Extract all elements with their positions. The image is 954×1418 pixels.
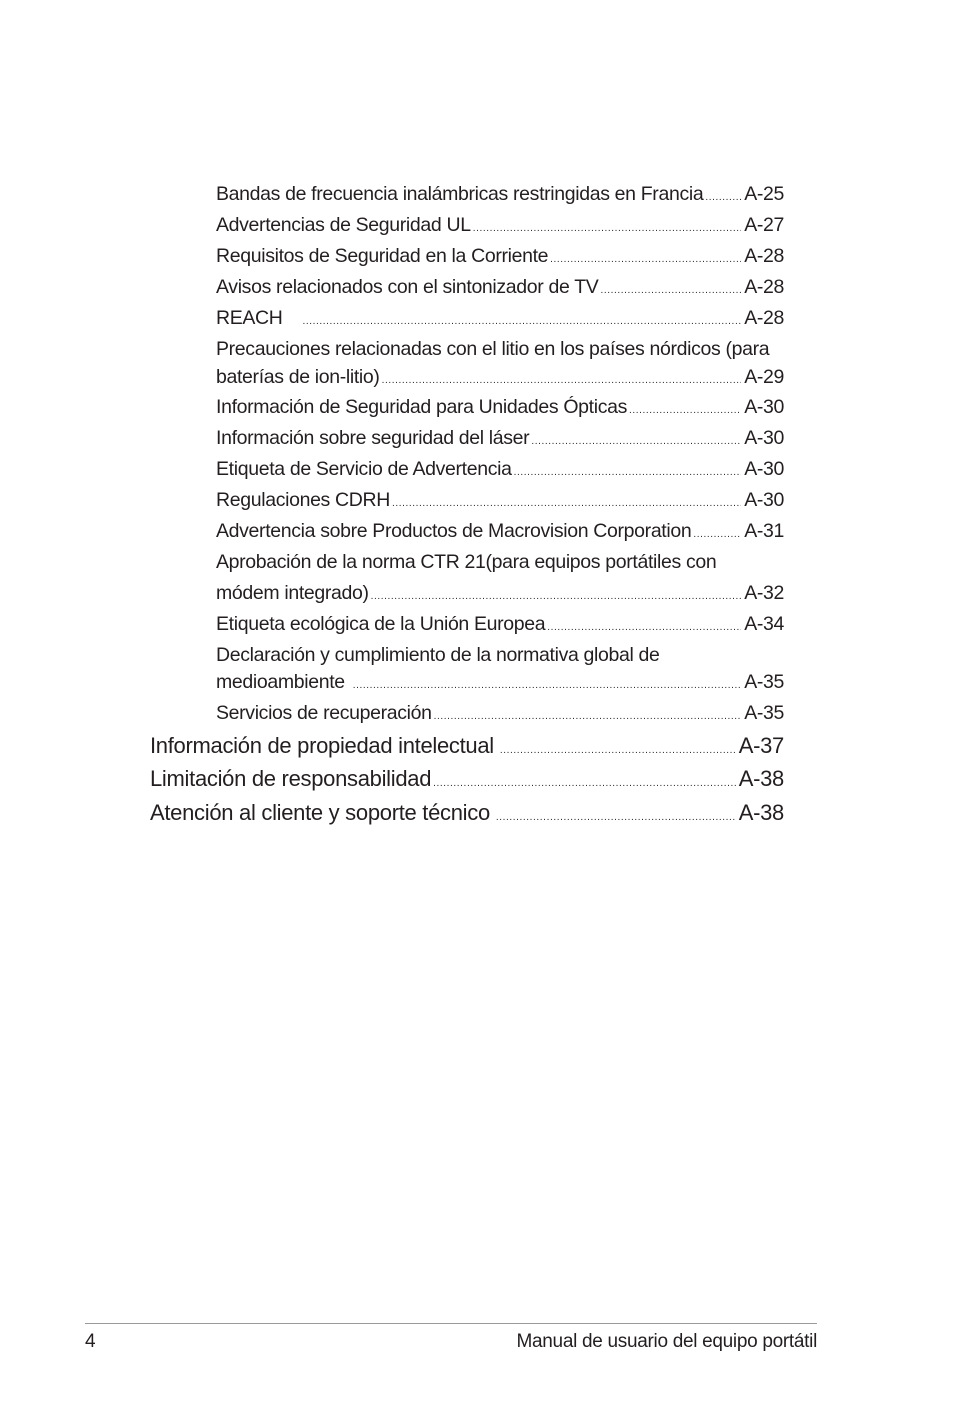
toc-entry-title-line1[interactable]: Declaración y cumplimiento de la normativa global de (216, 644, 660, 666)
toc-leader-dots (353, 681, 741, 691)
toc-entry[interactable] (216, 582, 784, 605)
toc-main-entry[interactable] (150, 800, 784, 826)
toc-entry-title: Servicios de recuperación (216, 702, 432, 724)
toc-main-entry-page: A-38 (738, 800, 784, 825)
toc-entry-page: A-35 (744, 702, 784, 724)
toc-entry-title: Etiqueta de Servicio de Advertencia (216, 458, 512, 480)
toc-entry-page: A-32 (744, 582, 784, 604)
toc-leader-dots (473, 224, 742, 234)
toc-entry-title-line1[interactable]: Precauciones relacionadas con el litio en los países nórdicos (para (216, 338, 770, 360)
toc-entry-page: A-25 (744, 183, 784, 205)
toc-entry[interactable] (216, 427, 784, 450)
toc-entry-page: A-30 (744, 396, 784, 418)
toc-entry-title-line2: medioambiente (216, 671, 345, 693)
toc-entry-title: Información sobre seguridad del láser (216, 427, 530, 449)
toc-leader-dots (514, 468, 742, 478)
toc-entry[interactable] (216, 245, 784, 268)
toc-entry[interactable] (216, 671, 784, 694)
toc-main-entry-title: Información de propiedad intelectual (150, 733, 494, 758)
toc-main-entry[interactable] (150, 766, 784, 792)
toc-entry-title: Requisitos de Seguridad en la Corriente (216, 245, 549, 267)
toc-leader-dots (693, 530, 741, 540)
toc-entry-page: A-28 (744, 245, 784, 267)
toc-leader-dots (496, 813, 736, 823)
toc-leader-dots (371, 592, 742, 602)
toc-entry-title: Información de Seguridad para Unidades Ópticas (216, 396, 627, 418)
toc-main-entry-title: Atención al cliente y soporte técnico (150, 800, 490, 825)
toc-entry-title-line2: baterías de ion-litio) (216, 366, 380, 388)
toc-entry[interactable] (216, 183, 784, 206)
toc-entry-title: Bandas de frecuencia inalámbricas restringidas en Francia (216, 183, 704, 205)
toc-entry-page: A-30 (744, 489, 784, 511)
toc-entry-title-line2: módem integrado) (216, 582, 369, 604)
toc-entry-title: Etiqueta ecológica de la Unión Europea (216, 613, 546, 635)
toc-main-entry-title: Limitación de responsabilidad (150, 766, 432, 791)
toc-entry-title: Avisos relacionados con el sintonizador de TV (216, 276, 599, 298)
toc-entry[interactable] (216, 214, 784, 237)
toc-entry-page: A-28 (744, 276, 784, 298)
toc-entry[interactable] (216, 613, 784, 636)
toc-leader-dots (392, 499, 741, 509)
toc-entry-page: A-30 (744, 458, 784, 480)
toc-entry-title: Advertencia sobre Productos de Macrovision Corporation (216, 520, 692, 542)
toc-entry[interactable] (216, 489, 784, 512)
toc-leader-dots (705, 193, 741, 203)
toc-entry[interactable] (216, 276, 784, 299)
footer-title: Manual de usuario del equipo portátil (516, 1331, 817, 1352)
toc-leader-dots (547, 623, 741, 633)
toc-entry-page: A-30 (744, 427, 784, 449)
footer-divider (85, 1323, 817, 1324)
page-number: 4 (85, 1331, 96, 1352)
toc-entry-page: A-27 (744, 214, 784, 236)
toc-entry-title-line1[interactable]: Aprobación de la norma CTR 21(para equipos portátiles con (216, 551, 717, 573)
toc-entry-page: A-28 (744, 307, 784, 329)
toc-leader-dots (434, 712, 742, 722)
toc-entry[interactable] (216, 307, 784, 330)
toc-entry[interactable] (216, 520, 784, 543)
toc-entry-page: A-35 (744, 671, 784, 693)
toc-entry-title: Regulaciones CDRH (216, 489, 390, 511)
toc-entry[interactable] (216, 366, 784, 389)
toc-entry[interactable] (216, 396, 784, 419)
toc-leader-dots (550, 255, 741, 265)
toc-main-entry-page: A-37 (738, 733, 784, 758)
toc-entry-page: A-31 (744, 520, 784, 542)
toc-entry-title: Advertencias de Seguridad UL (216, 214, 471, 236)
toc-entry-page: A-34 (744, 613, 784, 635)
toc-leader-dots (500, 746, 736, 756)
toc-main-entry[interactable] (150, 733, 784, 759)
toc-entry-title: REACH (216, 307, 283, 329)
toc-leader-dots (303, 317, 742, 327)
toc-entry-page: A-29 (744, 366, 784, 388)
toc-leader-dots (382, 376, 742, 386)
toc-entry[interactable] (216, 702, 784, 725)
toc-entry[interactable] (216, 458, 784, 481)
toc-leader-dots (531, 437, 741, 447)
toc-leader-dots (629, 406, 741, 416)
toc-leader-dots (600, 286, 741, 296)
toc-main-entry-page: A-38 (738, 766, 784, 791)
toc-leader-dots (433, 779, 736, 789)
